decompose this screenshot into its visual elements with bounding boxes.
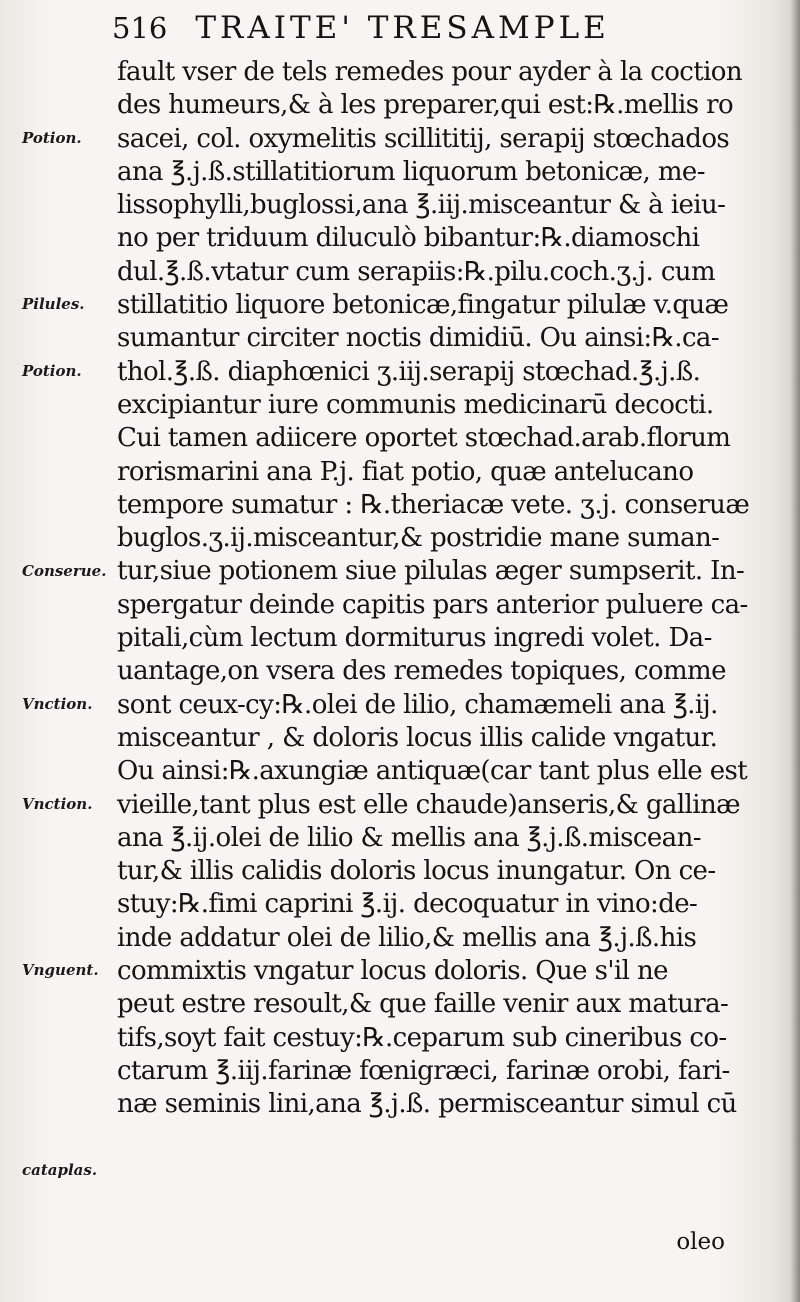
margin-note: Potion. [22, 361, 82, 380]
margin-note: Pilules. [22, 295, 85, 314]
margin-notes [0, 0, 130, 1302]
text-line: ana ℥.j.ß.stillatitiorum liquorum betonicæ, me- [117, 156, 705, 187]
text-line: lissophylli,buglossi,ana ℥.iij.misceantur & à ieiu- [117, 190, 726, 221]
text-line: inde addatur olei de lilio,& mellis ana ℥.j.ß.his [117, 922, 697, 953]
text-line: vieille,tant plus est elle chaude)anseris,& gallinæ [117, 789, 740, 820]
catchword: oleo [676, 1229, 725, 1255]
text-line: excipiantur iure communis medicinarū decocti. [117, 389, 714, 420]
text-line: des humeurs,& à les preparer,qui est:℞.mellis ro [117, 90, 734, 121]
text-line: tempore sumatur : ℞.theriacæ vete. ʒ.j. conseruæ [117, 489, 750, 520]
text-line: tur,siue potionem siue pilulas æger sumpserit. In- [117, 556, 745, 587]
text-line: buglos.ʒ.ij.misceantur,& postridie mane suman- [117, 523, 720, 554]
text-line: ana ℥.ij.olei de lilio & mellis ana ℥.j.ß.miscean- [117, 822, 701, 853]
margin-note: Vnction. [22, 794, 93, 813]
text-line: sumantur circiter noctis dimidiū. Ou ainsi:℞.ca- [117, 323, 720, 354]
text-line: misceantur , & doloris locus illis calide vngatur. [117, 722, 718, 753]
text-line: no per triduum diluculò bibantur:℞.diamoschi [117, 223, 700, 254]
text-line: spergatur deinde capitis pars anterior puluere ca- [117, 589, 748, 620]
text-line: uantage,on vsera des remedes topiques, comme [117, 656, 726, 687]
text-line: tifs,soyt fait cestuy:℞.ceparum sub cineribus co- [117, 1022, 727, 1053]
text-line: thol.℥.ß. diaphœnici ʒ.iij.serapij stœchad.℥.j.ß. [117, 356, 701, 387]
text-line: stillatitio liquore betonicæ,fingatur pilulæ v.quæ [117, 290, 729, 321]
text-line: rorismarini ana P.j. fiat potio, quæ antelucano [117, 456, 694, 487]
running-header [112, 10, 672, 52]
text-line: pitali,cùm lectum dormiturus ingredi volet. Da- [117, 623, 712, 654]
margin-note: Potion. [22, 128, 82, 147]
text-line: dul.℥.ß.vtatur cum serapiis:℞.pilu.coch.ʒ.j. cum [117, 256, 716, 287]
text-line: stuy:℞.fimi caprini ℥.ij. decoquatur in vino:de- [117, 889, 698, 920]
text-line: Cui tamen adiicere oportet stœchad.arab.florum [117, 423, 731, 454]
text-line: Ou ainsi:℞.axungiæ antiquæ(car tant plus elle est [117, 756, 748, 787]
margin-note: Vnguent. [22, 961, 99, 980]
text-line: ctarum ℥.iij.farinæ fœnigræci, farinæ orobi, fari- [117, 1055, 730, 1086]
text-line: fault vser de tels remedes pour ayder à la coction [117, 57, 742, 87]
margin-note: cataplas. [22, 1160, 98, 1179]
text-line: næ seminis lini,ana ℥.j.ß. permisceantur simul cū [117, 1089, 737, 1120]
text-line: sacei, col. oxymelitis scillititij, serapij stœchados [117, 123, 730, 154]
page-number: 516 [112, 11, 168, 45]
text-line: peut estre resoult,& que faille venir aux matura- [117, 989, 729, 1020]
page-footer [0, 1224, 800, 1264]
text-line: commixtis vngatur locus doloris. Que s'il ne [117, 956, 668, 987]
running-title: TRAITE' TRESAMPLE [195, 10, 610, 46]
body-text [117, 56, 750, 1122]
text-line: tur,& illis calidis doloris locus inungatur. On ce- [117, 856, 716, 887]
margin-note: Conserue. [22, 561, 107, 580]
margin-note: Vnction. [22, 694, 93, 713]
text-line: sont ceux-cy:℞.olei de lilio, chamæmeli ana ℥.ij. [117, 689, 718, 720]
